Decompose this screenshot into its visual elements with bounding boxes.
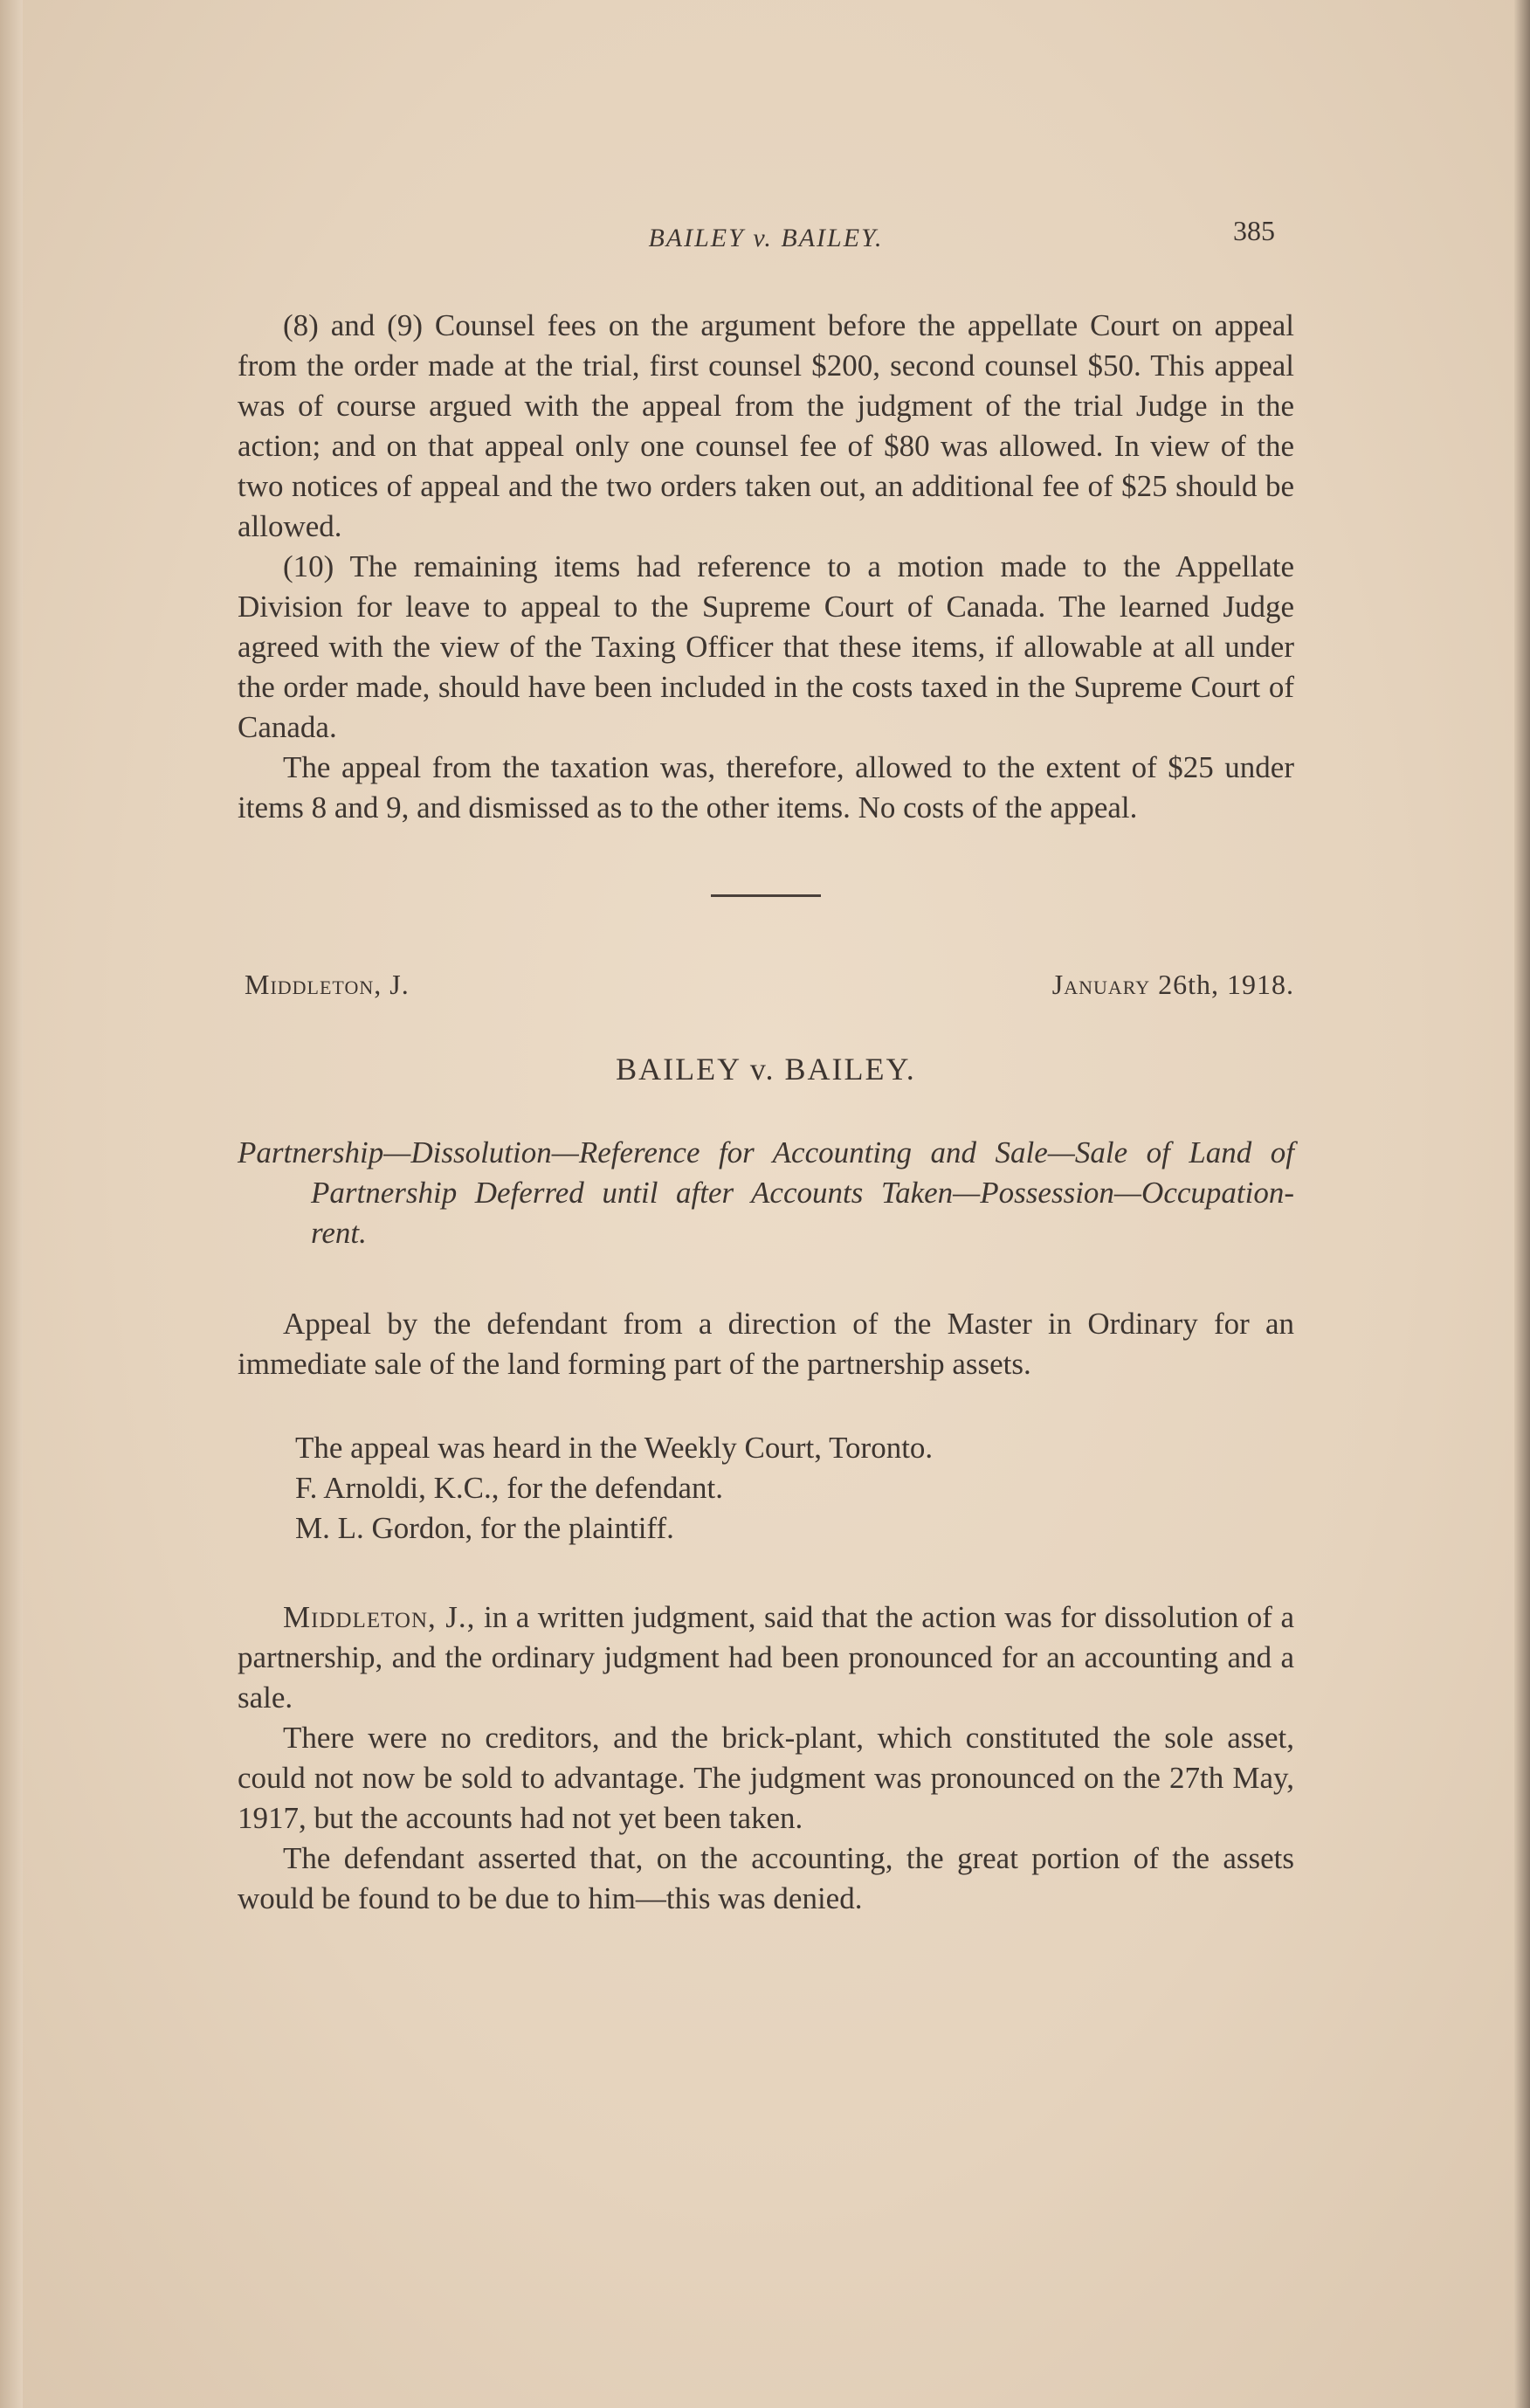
case-judge-line bbox=[238, 969, 1294, 1012]
judgment-paragraph-facts: There were no creditors, and the brick-plant, which constituted the sole asset, could not now be sold to advantage. The judgment was pronounced on the 27th May, 1917, but the accounts had not yet been taken. bbox=[238, 1721, 1294, 1835]
section-divider bbox=[711, 894, 821, 897]
page-edge-shadow bbox=[1514, 0, 1530, 2408]
previous-case-conclusion bbox=[238, 306, 1294, 828]
judge-name: Middleton, J. bbox=[245, 969, 410, 1000]
running-title: BAILEY v. BAILEY. bbox=[648, 224, 884, 252]
counsel-plaintiff: M. L. Gordon, for the plaintiff. bbox=[295, 1511, 674, 1545]
running-head bbox=[238, 201, 1294, 262]
counsel-defendant: F. Arnoldi, K.C., for the defendant. bbox=[295, 1471, 724, 1505]
paragraph-item-10: (10) The remaining items had reference to a motion made to the Appellate Division for leave to appeal to the Supreme Court of Canada. The learned Judge agreed with the view of the Taxing Officer that these items, if allowable at all under the order made, should have been included in the costs taxed in the Supreme Court of Canada. bbox=[238, 549, 1294, 744]
page-content bbox=[238, 201, 1294, 1919]
judgment-text bbox=[238, 1597, 1294, 1919]
judgment-paragraph-opening bbox=[238, 1597, 1294, 1718]
appeal-statement: Appeal by the defendant from a direction of the Master in Ordinary for an immediate sale of the land forming part of the partnership assets. bbox=[238, 1307, 1294, 1381]
decision-date-month: January bbox=[1051, 969, 1151, 1000]
judgment-judge-name: Middleton, J., bbox=[283, 1600, 476, 1634]
paragraph-disposition: The appeal from the taxation was, therefore, allowed to the extent of $25 under items 8 and 9, and dismissed as to the other items. No costs of the appeal. bbox=[238, 750, 1294, 825]
page-number: 385 bbox=[1233, 215, 1275, 246]
judgment-paragraph-assertion: The defendant asserted that, on the accounting, the great portion of the assets would be found to be due to him—this was denied. bbox=[238, 1841, 1294, 1915]
hearing-venue: The appeal was heard in the Weekly Court, Toronto. bbox=[295, 1431, 934, 1465]
paragraph-items-8-9: (8) and (9) Counsel fees on the argument before the appellate Court on appeal from the order made at the trial, first counsel $200, second counsel $50. This appeal was of course argued with the appeal from the judgment of the trial Judge in the action; and on that appeal only one counsel fee of $80 was allowed. In view of the two notices of appeal and the two orders taken out, an additional fee of $25 should be allowed. bbox=[238, 308, 1294, 543]
case-title: BAILEY v. BAILEY. bbox=[616, 1052, 916, 1087]
decision-date-day-year: 26th, 1918. bbox=[1158, 969, 1294, 1000]
decision-date bbox=[1052, 969, 1294, 1001]
hearing-details bbox=[238, 1428, 1294, 1549]
judgment-opening-text: in a written judgment, said that the action was for dissolution of a partnership, and the ordinary judgment had been pronounced for an accounting and a sale. bbox=[238, 1600, 1294, 1715]
case-headnote: Partnership—Dissolution—Reference for Accounting and Sale—Sale of Land of Partnership Deferred until after Accounts Taken—Possession—Occupation-rent. bbox=[238, 1135, 1294, 1250]
page-gutter-shadow bbox=[0, 0, 23, 2408]
